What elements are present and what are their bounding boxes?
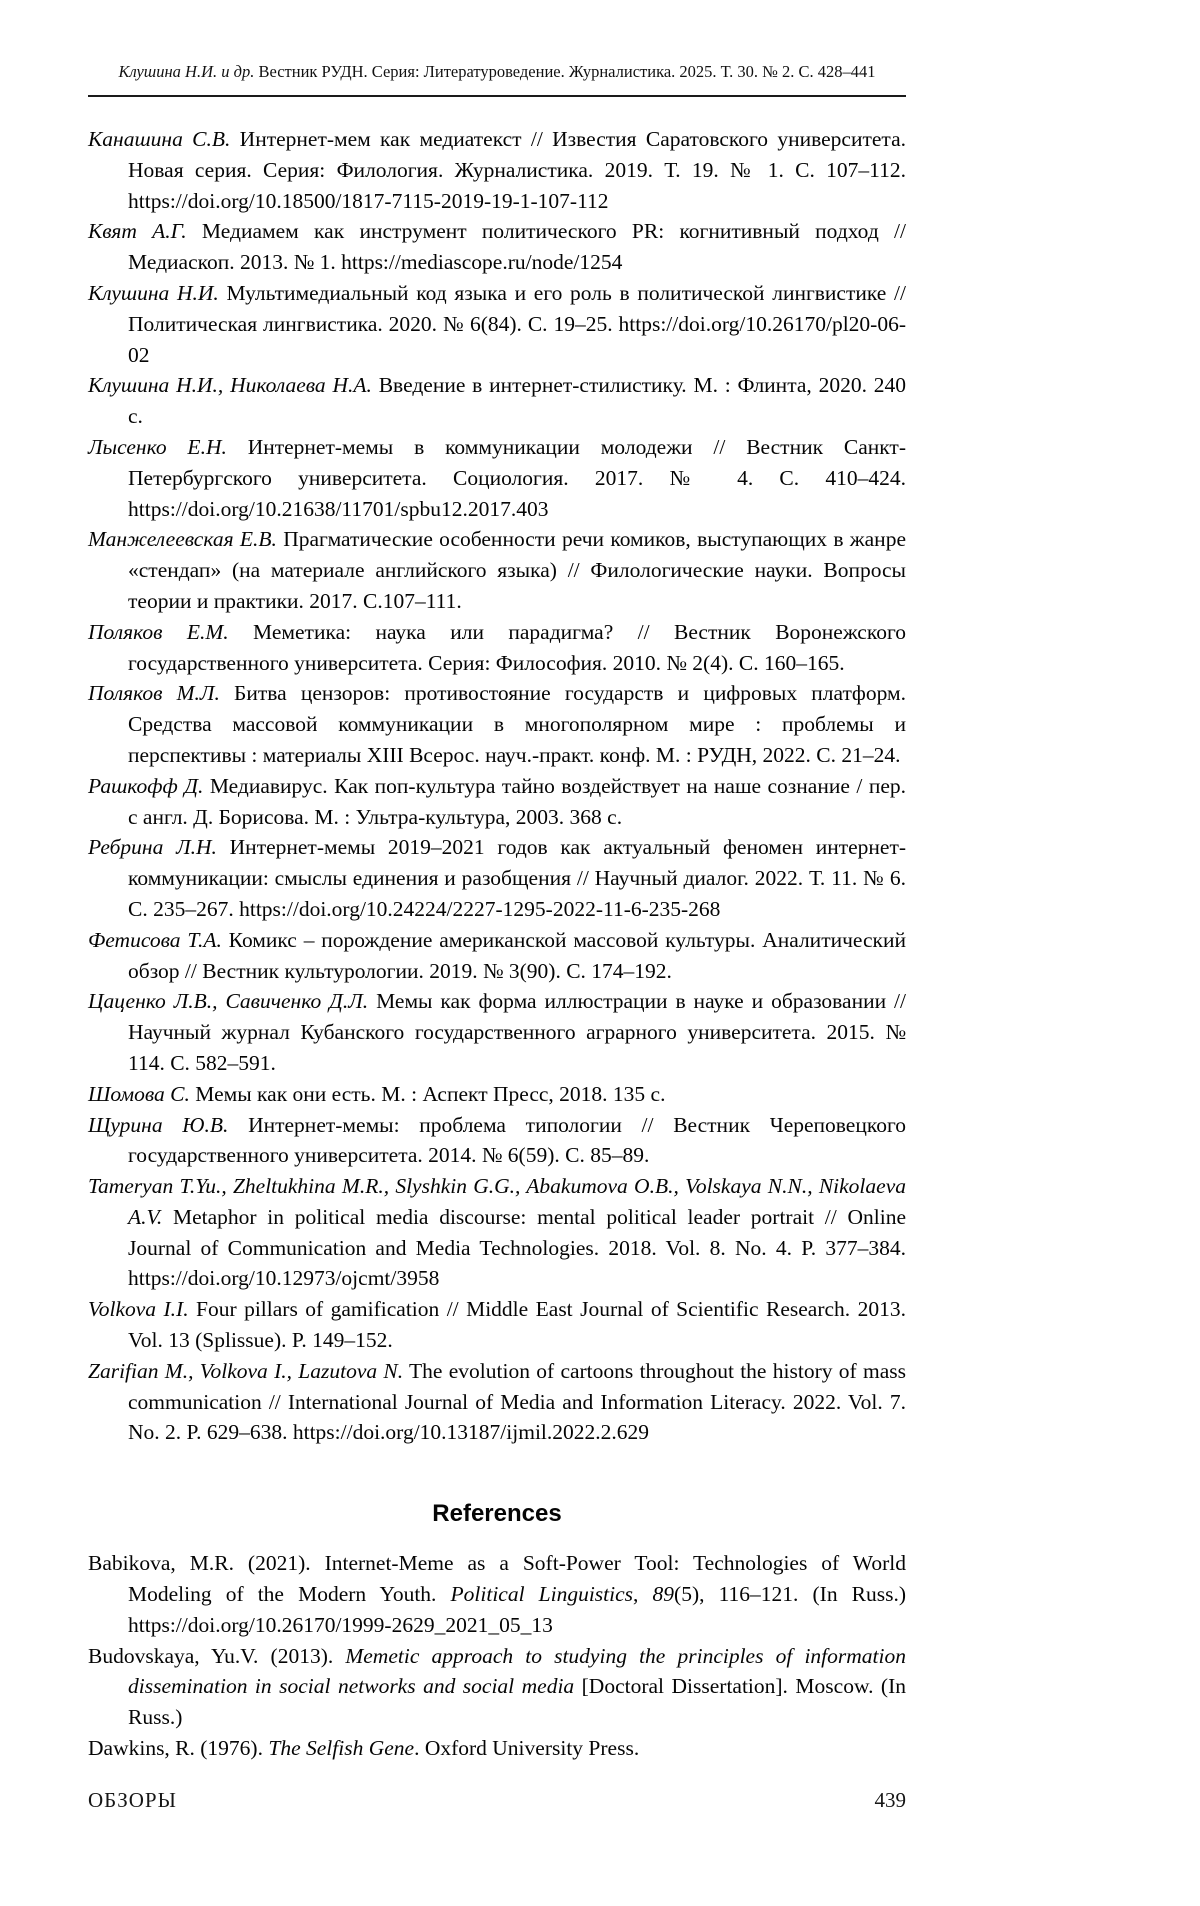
reference-text-segment: [Doctoral Dissertation]. Moscow. (In Russ.)	[128, 1674, 906, 1730]
bibliography-entry: Поляков М.Л. Битва цензоров: противостояние государств и цифровых платформ. Средства массовой коммуникации в многополярном мире : проблемы и перспективы : материалы XIII Всерос. науч.-практ. конф. М. : РУДН, 2022. С. 21–24.	[88, 681, 906, 767]
entry-authors: Канашина С.В.	[88, 127, 231, 151]
reference-text-segment: Babikova, M.R. (2021). Internet-Meme as a Soft-Power Tool: Technologies of World Modeling of the Modern Youth.	[88, 1551, 906, 1607]
entry-authors: Рашкофф Д.	[88, 773, 204, 798]
running-head-authors: Клушина Н.И. и др.	[118, 62, 255, 81]
bibliography-entry: Zarifian M., Volkova I., Lazutova N. The evolution of cartoons throughout the history of mass communication // International Journal of Media and Information Literacy. 2022. Vol. 7. No. 2. P. 629–638. https://doi.org/10.13187/ijmil.2022.2.629	[88, 1358, 906, 1445]
bibliography-entry: Шомова С. Мемы как они есть. М. : Аспект Пресс, 2018. 135 с.	[88, 1081, 666, 1106]
page-content	[88, 0, 906, 1764]
entry-authors: Tameryan T.Yu., Zheltukhina M.R., Slyshkin G.G., Abakumova O.B., Volskaya N.N., Nikolaeva A.V.	[88, 1174, 906, 1229]
reference-italic-segment: Political Linguistics	[450, 1582, 634, 1607]
bibliography-entry: Поляков Е.М. Меметика: наука или парадигма? // Вестник Воронежского государственного университета. Серия: Философия. 2010. № 2(4). С. 160–165.	[88, 619, 906, 675]
reference-italic-segment: The Selfish Gene	[268, 1736, 415, 1761]
bibliography-entry: Канашина С.В. Интернет-мем как медиатекст // Известия Саратовского университета. Новая серия. Серия: Филология. Журналистика. 2019. Т. 19. № 1. С. 107–112. https://doi.org/10.18500/1817-7115-2019-19-1-107-112	[88, 127, 906, 213]
reference-entry	[88, 1548, 906, 1640]
bibliography-entry: Ребрина Л.Н. Интернет-мемы 2019–2021 годов как актуальный феномен интернет-коммуникации: смыслы единения и разобщения // Научный диалог. 2022. Т. 11. № 6. С. 235–267. https://doi.org/10.24224/2227-1295-2022-11-6-235-268	[88, 835, 906, 921]
entry-authors: Манжелеевская Е.В.	[88, 527, 277, 552]
bibliography-entry: Рашкофф Д. Медиавирус. Как поп-культура тайно воздействует на наше сознание / пер. с англ. Д. Борисова. М. : Ультра-культура, 2003. 368 с.	[88, 773, 906, 829]
entry-authors: Цаценко Л.В., Савиченко Д.Л.	[88, 989, 369, 1014]
entry-authors: Фетисова Т.А.	[88, 927, 222, 952]
page-footer	[88, 1788, 906, 1813]
bibliography-entry: Клушина Н.И., Николаева Н.А. Введение в интернет-стилистику. М. : Флинта, 2020. 240 с.	[88, 373, 906, 429]
bibliography-entry: Tameryan T.Yu., Zheltukhina M.R., Slyshkin G.G., Abakumova O.B., Volskaya N.N., Nikolaeva A.V. Metaphor in political media discourse: mental political leader portrait // Online Journal of Communication and Media Technologies. 2018. Vol. 8. No. 4. P. 377–384. https://doi.org/10.12973/ojcmt/3958	[88, 1174, 906, 1291]
entry-authors: Ребрина Л.Н.	[88, 835, 217, 860]
entry-authors: Zarifian M., Volkova I., Lazutova N.	[88, 1358, 404, 1383]
reference-text-segment: Dawkins, R. (1976).	[88, 1736, 269, 1761]
bibliography-entry: Щурина Ю.В. Интернет-мемы: проблема типологии // Вестник Череповецкого государственного университета. 2014. № 6(59). С. 85–89.	[88, 1112, 906, 1168]
reference-text-segment: Budovskaya, Yu.V. (2013).	[88, 1643, 346, 1668]
entry-authors: Квят А.Г.	[88, 219, 187, 244]
footer-section-label: ОБЗОРЫ	[88, 1788, 177, 1812]
bibliography-entry: Фетисова Т.А. Комикс – порождение американской массовой культуры. Аналитический обзор // Вестник культурологии. 2019. № 3(90). С. 174–192.	[88, 927, 906, 983]
bibliography-entry: Лысенко Е.Н. Интернет-мемы в коммуникации молодежи // Вестник Санкт-Петербургского университета. Социология. 2017. № 4. С. 410–424. https://doi.org/10.21638/11701/spbu12.2017.403	[88, 434, 906, 521]
references-heading: References	[432, 1500, 562, 1528]
bibliography-entry: Клушина Н.И. Мультимедиальный код языка и его роль в политической лингвистике // Политическая лингвистика. 2020. № 6(84). С. 19–25. https://doi.org/10.26170/pl20-06-02	[88, 280, 906, 367]
references-list	[88, 1548, 906, 1764]
entry-authors: Шомова С.	[88, 1081, 190, 1106]
reference-text-segment: . Oxford University Press.	[414, 1736, 640, 1761]
bibliography-list	[88, 124, 906, 1448]
header-rule	[88, 95, 906, 97]
running-head	[88, 62, 906, 82]
bibliography-entry: Volkova I.I. Four pillars of gamification // Middle East Journal of Scientific Research. 2013. Vol. 13 (Splissue). P. 149–152.	[88, 1297, 906, 1353]
entry-authors: Volkova I.I.	[88, 1297, 189, 1322]
entry-authors: Поляков Е.М.	[88, 619, 229, 644]
entry-authors: Щурина Ю.В.	[88, 1112, 229, 1137]
page-number: 439	[874, 1788, 906, 1812]
bibliography-entry: Цаценко Л.В., Савиченко Д.Л. Мемы как форма иллюстрации в науке и образовании // Научный журнал Кубанского государственного аграрного университета. 2015. № 114. С. 582–591.	[88, 989, 906, 1075]
reference-entry	[88, 1641, 906, 1733]
bibliography-entry: Манжелеевская Е.В. Прагматические особенности речи комиков, выступающих в жанре «стендап» (на материале английского языка) // Филологические науки. Вопросы теории и практики. 2017. С.107–111.	[88, 527, 906, 613]
reference-text-segment: (5), 116–121. (In Russ.) https://doi.org/10.26170/1999-2629_2021_05_13	[128, 1582, 907, 1637]
entry-authors: Лысенко Е.Н.	[88, 434, 227, 459]
running-head-journal: Вестник РУДН. Серия: Литературоведение. Журналистика. 2025. Т. 30. № 2. С. 428–441	[254, 62, 876, 81]
reference-text-segment: ,	[633, 1582, 653, 1607]
entry-authors: Клушина Н.И., Николаева Н.А.	[88, 373, 372, 398]
reference-italic-segment: 89	[652, 1582, 675, 1607]
reference-entry	[88, 1733, 906, 1764]
bibliography-entry: Квят А.Г. Медиамем как инструмент политического PR: когнитивный подход // Медиаскоп. 2013. № 1. https://mediascope.ru/node/1254	[88, 219, 906, 275]
entry-authors: Поляков М.Л.	[88, 681, 220, 706]
reference-italic-segment: Memetic approach to studying the principles of information dissemination in social networks and social media	[128, 1643, 906, 1699]
entry-authors: Клушина Н.И.	[88, 280, 219, 305]
